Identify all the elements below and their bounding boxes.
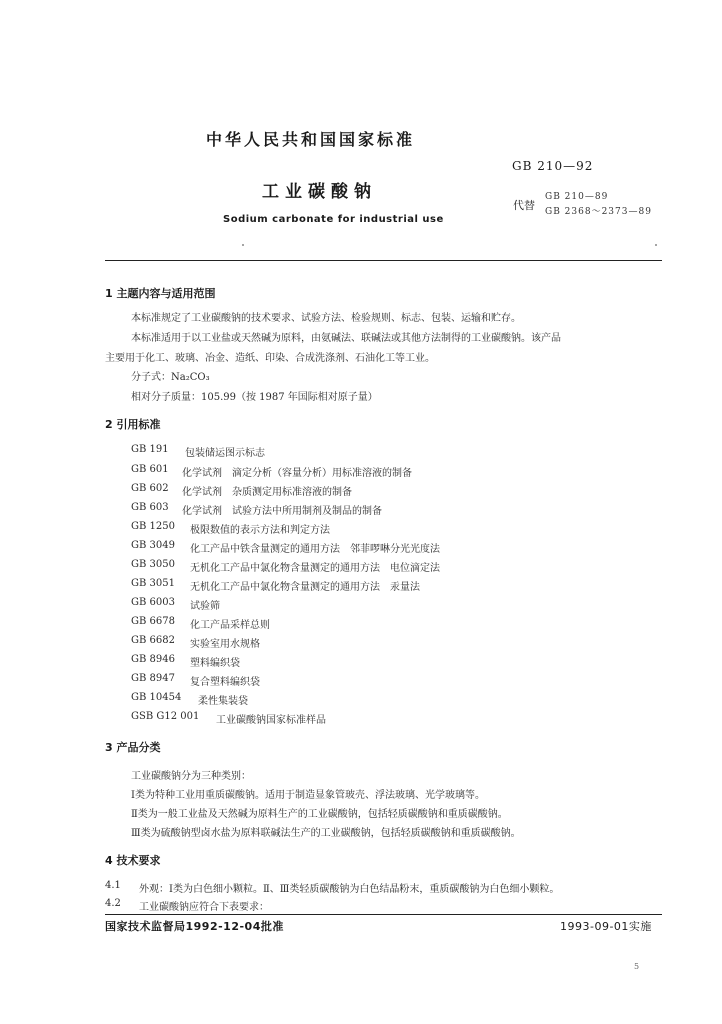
paragraph: Ⅲ类为硫酸钠型卤水盐为原料联碱法生产的工业碳酸钠，包括轻质碳酸钠和重质碳酸钠。	[131, 828, 521, 839]
replaces-label: 代替	[513, 199, 535, 212]
reference-title: 复合塑料编织袋	[190, 677, 260, 688]
reference-code: GB 3050	[131, 559, 175, 570]
reference-code: GB 602	[131, 483, 169, 494]
molecular-formula: 分子式：Na₂CO₃	[131, 372, 210, 383]
paragraph: Ⅱ类为一般工业盐及天然碱为原料生产的工业碳酸钠，包括轻质碳酸钠和重质碳酸钠。	[131, 809, 508, 820]
reference-code: GB 6678	[131, 616, 175, 627]
reference-code: GB 601	[131, 464, 169, 475]
replaced-standard: GB 210—89	[545, 192, 609, 202]
reference-title: 柔性集装袋	[198, 696, 248, 707]
clause-text: 工业碳酸钠应符合下表要求：	[139, 902, 269, 913]
reference-code: GB 1250	[131, 521, 175, 532]
paragraph: 工业碳酸钠分为三种类别：	[131, 771, 251, 782]
national-standard-heading: 中华人民共和国国家标准	[206, 130, 416, 149]
page-number: 5	[634, 962, 640, 971]
section-heading: 4 技术要求	[105, 854, 161, 867]
clause-number: 4.2	[105, 898, 121, 909]
effective-date: 1993-09-01实施	[560, 920, 652, 933]
reference-title: 化学试剂 滴定分析（容量分析）用标准溶液的制备	[182, 468, 412, 479]
reference-title: 化工产品中铁含量测定的通用方法 邻菲啰啉分光光度法	[190, 544, 440, 555]
section-heading: 1 主题内容与适用范围	[105, 287, 216, 300]
approval-line: 国家技术监督局1992-12-04批准	[105, 920, 284, 933]
reference-code: GB 6003	[131, 597, 175, 608]
document-subtitle-en: Sodium carbonate for industrial use	[223, 214, 444, 225]
paragraph: 主要用于化工、玻璃、冶金、造纸、印染、合成洗涤剂、石油化工等工业。	[105, 353, 435, 364]
reference-title: 塑料编织袋	[190, 658, 240, 669]
standard-number: GB 210—92	[512, 159, 594, 173]
paragraph: 本标准适用于以工业盐或天然碱为原料，由氨碱法、联碱法或其他方法制得的工业碳酸钠。该产品	[131, 333, 561, 344]
reference-title: 包装储运图示标志	[185, 448, 265, 459]
scan-speck	[655, 244, 657, 246]
paragraph: 本标准规定了工业碳酸钠的技术要求、试验方法、检验规则、标志、包装、运输和贮存。	[131, 313, 521, 324]
section-heading: 2 引用标准	[105, 418, 161, 431]
clause-number: 4.1	[105, 880, 121, 891]
header-rule	[105, 260, 662, 261]
reference-title: 无机化工产品中氯化物含量测定的通用方法 电位滴定法	[190, 563, 440, 574]
reference-title: 实验室用水规格	[190, 639, 260, 650]
reference-code: GB 191	[131, 444, 169, 455]
section-heading: 3 产品分类	[105, 741, 161, 754]
reference-code: GB 8947	[131, 673, 175, 684]
reference-title: 工业碳酸钠国家标准样品	[216, 715, 326, 726]
paragraph: Ⅰ类为特种工业用重质碳酸钠。适用于制造显象管玻壳、浮法玻璃、光学玻璃等。	[131, 790, 485, 801]
reference-title: 极限数值的表示方法和判定方法	[190, 525, 330, 536]
reference-code: GSB G12 001	[131, 711, 200, 722]
reference-title: 化学试剂 试验方法中所用制剂及制品的制备	[182, 506, 382, 517]
reference-title: 化学试剂 杂质测定用标准溶液的制备	[182, 487, 352, 498]
reference-title: 试验筛	[190, 601, 220, 612]
reference-code: GB 603	[131, 502, 169, 513]
scan-speck	[242, 244, 244, 246]
molecular-weight: 相对分子质量：105.99（按 1987 年国际相对原子量）	[131, 392, 378, 403]
reference-title: 化工产品采样总则	[190, 620, 270, 631]
reference-title: 无机化工产品中氯化物含量测定的通用方法 汞量法	[190, 582, 420, 593]
clause-text: 外观：Ⅰ类为白色细小颗粒。Ⅱ、Ⅲ类轻质碳酸钠为白色结晶粉末，重质碳酸钠为白色细小颗粒。	[139, 884, 560, 895]
replaced-standard: GB 2368～2373—89	[545, 207, 652, 217]
reference-code: GB 10454	[131, 692, 182, 703]
reference-code: GB 3051	[131, 578, 175, 589]
reference-code: GB 8946	[131, 654, 175, 665]
document-title: 工业碳酸钠	[262, 182, 377, 202]
reference-code: GB 6682	[131, 635, 175, 646]
reference-code: GB 3049	[131, 540, 175, 551]
footer-rule	[105, 914, 662, 915]
